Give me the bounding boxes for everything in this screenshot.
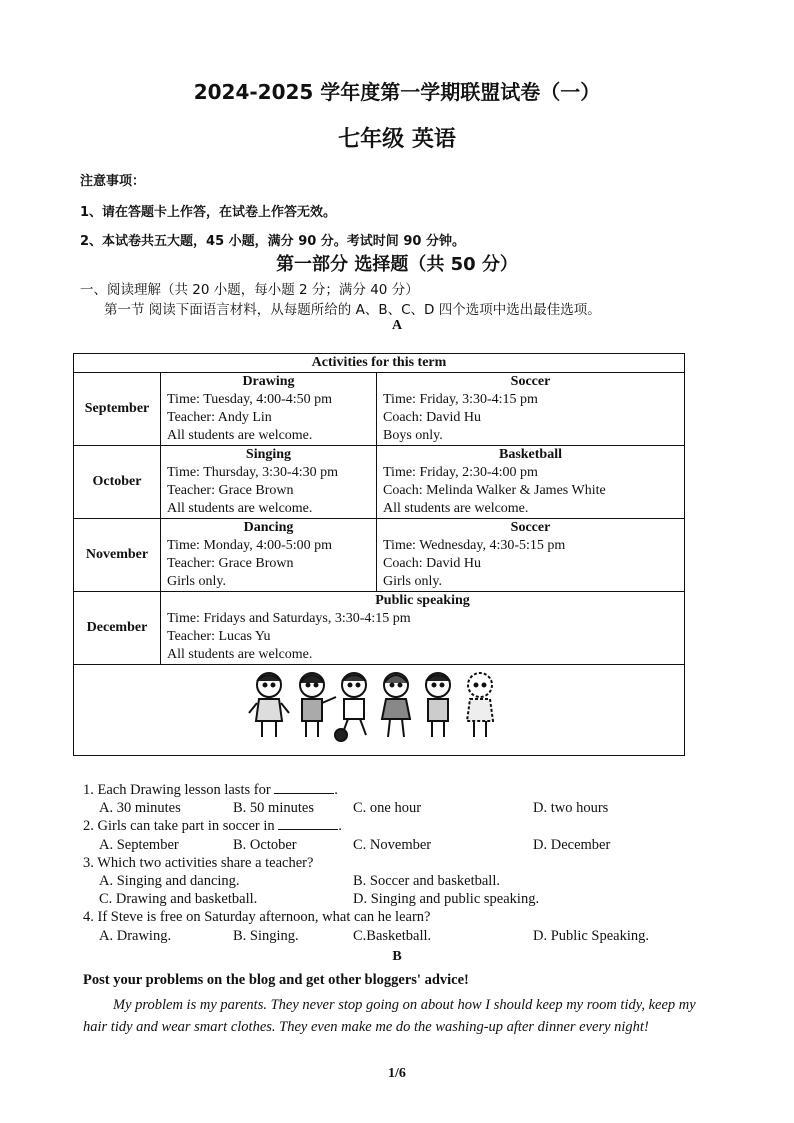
option-d: D. two hours — [533, 800, 609, 817]
option-a: A. 30 minutes — [99, 800, 181, 817]
activity-note: All students are welcome. — [167, 647, 313, 662]
blog-heading: Post your problems on the blog and get other bloggers' advice! — [83, 972, 469, 988]
activity-note: All students are welcome. — [167, 428, 313, 443]
children-illustration-cell — [74, 665, 685, 756]
question-stem: 1. Each Drawing lesson lasts for . — [83, 782, 338, 798]
passage-b-letter: B — [392, 949, 402, 964]
question-stem: 4. If Steve is free on Saturday afternoon, what can he learn? — [83, 909, 431, 926]
child-figure-6 — [467, 673, 493, 737]
option-b: B. Singing. — [233, 927, 299, 944]
notes-heading: 注意事项： — [80, 174, 146, 189]
option-c: C.Basketball. — [353, 927, 432, 944]
part-title: 第一部分 选择题（共 50 分） — [276, 254, 518, 275]
question-stem: 3. Which two activities share a teacher? — [83, 854, 314, 871]
question-options — [83, 799, 723, 817]
activity-person: Coach: David Hu — [383, 410, 481, 425]
option-d: D. Public Speaking. — [533, 927, 649, 944]
question-options — [83, 872, 723, 890]
notes-item-2: 2、本试卷共五大题，45 小题，满分 90 分。考试时间 90 分钟。 — [80, 234, 465, 249]
table-row-september — [74, 373, 685, 446]
table-row-december — [74, 592, 685, 665]
option-a: A. September — [99, 836, 179, 853]
option-a: A. Singing and dancing. — [99, 872, 240, 889]
activity-person: Coach: David Hu — [383, 556, 481, 571]
activity-note: All students are welcome. — [383, 501, 529, 516]
question-options — [83, 890, 723, 908]
activity-title: Soccer — [510, 520, 551, 535]
activity-note: Girls only. — [383, 574, 442, 589]
activity-person: Teacher: Andy Lin — [167, 410, 272, 425]
month-cell: October — [74, 446, 161, 519]
activity-cell — [161, 373, 377, 446]
option-c: C. one hour — [353, 800, 422, 817]
activity-time: Time: Wednesday, 4:30-5:15 pm — [383, 538, 566, 553]
option-b: B. Soccer and basketball. — [353, 872, 500, 889]
activity-person: Teacher: Grace Brown — [167, 556, 294, 571]
activities-table — [73, 353, 685, 756]
option-a: A. Drawing. — [99, 927, 172, 944]
question-stem: 2. Girls can take part in soccer in . — [83, 818, 342, 835]
question-options — [83, 927, 723, 945]
question-options — [83, 836, 723, 854]
activity-title: Dancing — [243, 520, 294, 535]
child-figure-5 — [426, 673, 450, 737]
section-instruction: 第一节 阅读下面语言材料，从每题所给的 A、B、C、D 四个选项中选出最佳选项。 — [104, 302, 601, 318]
option-c: C. November — [353, 836, 432, 853]
passage-a-letter: A — [391, 318, 403, 333]
child-figure-1 — [249, 673, 289, 737]
answer-blank — [278, 829, 338, 830]
activity-cell — [377, 519, 685, 592]
month-cell: September — [74, 373, 161, 446]
exam-title: 2024-2025 学年度第一学期联盟试卷（一） — [193, 80, 601, 104]
activity-person: Coach: Melinda Walker & James White — [383, 483, 606, 498]
activity-time: Time: Monday, 4:00-5:00 pm — [167, 538, 333, 553]
child-figure-4 — [382, 673, 410, 737]
activity-person: Teacher: Grace Brown — [167, 483, 294, 498]
option-d: D. December — [533, 836, 611, 853]
exam-subtitle: 七年级 英语 — [338, 127, 456, 152]
activity-title: Singing — [245, 447, 292, 462]
activity-note: Girls only. — [167, 574, 226, 589]
activity-cell — [377, 373, 685, 446]
activity-title: Public speaking — [375, 593, 470, 608]
answer-blank — [274, 793, 334, 794]
section-heading: 一、阅读理解（共 20 小题，每小题 2 分；满分 40 分） — [80, 282, 419, 298]
activity-note: Boys only. — [383, 428, 443, 443]
activity-time: Time: Fridays and Saturdays, 3:30-4:15 pm — [167, 611, 411, 626]
activity-title: Drawing — [242, 374, 295, 389]
notes-item-1: 1、请在答题卡上作答，在试卷上作答无效。 — [80, 205, 337, 220]
table-title: Activities for this term — [74, 354, 685, 373]
option-b: B. 50 minutes — [233, 800, 314, 817]
activity-cell — [161, 519, 377, 592]
activity-time: Time: Friday, 3:30-4:15 pm — [383, 392, 538, 407]
option-d: D. Singing and public speaking. — [353, 891, 540, 908]
month-cell: December — [74, 592, 161, 665]
activity-title: Basketball — [498, 447, 562, 462]
option-b: B. October — [233, 836, 297, 853]
activity-cell — [161, 592, 685, 665]
child-figure-3 — [335, 673, 366, 741]
activity-time: Time: Thursday, 3:30-4:30 pm — [167, 465, 338, 480]
activity-time: Time: Tuesday, 4:00-4:50 pm — [167, 392, 333, 407]
page-number: 1/6 — [388, 1066, 406, 1081]
month-cell: November — [74, 519, 161, 592]
table-row-october — [74, 446, 685, 519]
option-c: C. Drawing and basketball. — [99, 891, 258, 908]
activity-title: Soccer — [510, 374, 551, 389]
activity-time: Time: Friday, 2:30-4:00 pm — [383, 465, 538, 480]
activity-person: Teacher: Lucas Yu — [167, 629, 271, 644]
blog-paragraph: My problem is my parents. They never stop going on about how I should keep my room tidy, keep my hair tidy and wear smart clothes. They even make me do the washing-up after dinner every night! — [83, 997, 696, 1035]
activity-cell — [377, 446, 685, 519]
question-list — [83, 781, 723, 945]
child-figure-2 — [300, 673, 336, 737]
table-row-november — [74, 519, 685, 592]
activity-note: All students are welcome. — [167, 501, 313, 516]
children-illustration — [244, 669, 514, 745]
activity-cell — [161, 446, 377, 519]
